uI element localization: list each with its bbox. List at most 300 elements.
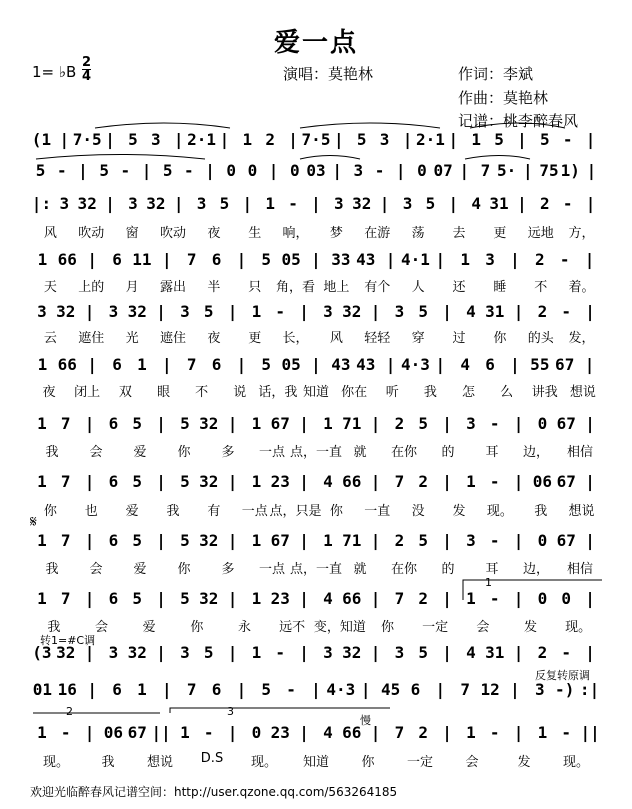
volta-3-label: 3 <box>227 705 234 718</box>
notation-token: 1 <box>466 723 476 742</box>
lyric-token: 月 <box>125 280 139 295</box>
notation-token: | <box>227 723 238 742</box>
notation-token: 05 <box>281 250 301 269</box>
lyric-token: 我 <box>45 562 59 577</box>
lyric-token: 点，只是 <box>269 504 322 519</box>
lyric-token: 不 <box>195 385 209 400</box>
notation-token: 5 <box>261 250 272 269</box>
notation-token: - <box>489 589 500 608</box>
notation-token: | <box>84 414 95 433</box>
notation-token: | <box>435 680 446 699</box>
notation-token: 67 <box>556 414 576 433</box>
notation-token: 2·1 <box>187 130 217 149</box>
notation-token: 5 <box>261 680 272 699</box>
notation-token: | <box>585 130 596 149</box>
modulation-note: 转1=#C调 <box>40 634 96 647</box>
lyric-token: 你 <box>177 562 191 577</box>
notation-token: 12 <box>480 680 500 699</box>
notation-token: | <box>173 130 184 149</box>
notation-token: 0 <box>251 723 262 742</box>
notation-token: 7 <box>60 589 71 608</box>
time-signature-bottom: 4 <box>82 69 92 84</box>
notation-token: | <box>442 414 452 433</box>
lyric-token: 知道 <box>302 385 330 400</box>
notation-token: | <box>585 414 595 433</box>
lyric-token: 就 <box>353 445 367 460</box>
notation-token: 2 <box>394 414 405 433</box>
lyric-token: 会 <box>94 620 109 635</box>
lyric-row <box>30 276 602 294</box>
lyric-token: 不 <box>534 280 548 295</box>
lyric-token: 夜 <box>207 331 221 346</box>
notation-token: 1 <box>37 355 48 374</box>
notation-token: 4 <box>323 589 333 608</box>
notation-token: - <box>489 414 500 433</box>
lyric-token: 地上 <box>323 280 350 295</box>
lyric-token: 我 <box>534 504 548 519</box>
notation-token: | <box>161 355 172 374</box>
notation-token: - <box>561 723 572 742</box>
notation-token: | <box>227 472 238 491</box>
lyric-token: 只 <box>248 280 262 295</box>
notation-token: 7 <box>60 531 71 550</box>
lyric-token: 爱 <box>142 620 156 635</box>
notation-token: | <box>156 302 166 321</box>
notation-token: 3 <box>379 130 390 149</box>
notation-token: 23 <box>270 723 290 742</box>
lyric-token: 我 <box>101 755 115 770</box>
notation-row <box>30 414 602 438</box>
lyric-token: 的 <box>441 562 455 577</box>
notation-token: 6 <box>108 589 119 608</box>
notation-token: 3 <box>323 643 333 662</box>
lyric-token: 更 <box>493 226 507 241</box>
notation-token: 3 <box>466 414 476 433</box>
notation-token: | <box>311 680 321 699</box>
lyric-token: 响， <box>282 226 309 241</box>
lyric-token: 点，一直 <box>289 445 343 460</box>
lyric-token: 爱 <box>125 504 139 519</box>
notation-token: | <box>156 589 166 608</box>
notation-token: 5 <box>132 472 143 491</box>
lyric-token: 有 <box>207 504 221 519</box>
notation-token: 5 <box>128 130 138 149</box>
notation-token: | <box>379 194 390 213</box>
notation-token: | <box>299 302 309 321</box>
notation-token: - <box>561 302 572 321</box>
notation-token: 31 <box>489 194 509 213</box>
lyric-token: 荡 <box>411 226 425 241</box>
notation-token: -) <box>555 680 575 699</box>
notation-token: | <box>332 161 342 180</box>
notation-token: | <box>442 589 452 608</box>
notation-token: 3 <box>180 302 190 321</box>
lyric-token: 夜 <box>42 385 56 400</box>
lyric-token: 一直 <box>364 504 391 519</box>
lyric-token: 闭上 <box>74 385 101 400</box>
lyric-token: 过 <box>452 331 466 346</box>
notation-token: 5 <box>418 531 429 550</box>
lyric-token: 半 <box>207 280 221 295</box>
notation-token: 7 <box>186 250 197 269</box>
notation-token: 32 <box>199 414 219 433</box>
notation-token: | <box>242 194 253 213</box>
lyric-token: 方， <box>568 226 595 241</box>
lyric-token: 在你 <box>390 562 418 577</box>
notation-token: 7 <box>186 680 197 699</box>
notation-token: | <box>513 472 524 491</box>
notation-token: 0 <box>289 161 300 180</box>
lyric-token: 你 <box>43 504 57 519</box>
notation-token: 4·3 <box>401 355 430 374</box>
key-signature: 1= ♭B <box>32 63 77 81</box>
notation-token: 2 <box>539 194 550 213</box>
singer-credit: 演唱：莫艳林 <box>283 65 374 83</box>
notation-token: 67 <box>556 531 576 550</box>
lyric-token: 多 <box>221 562 235 577</box>
notation-token: 0 <box>247 161 258 180</box>
notation-token: 6 <box>108 414 119 433</box>
notation-token: 3 <box>37 302 47 321</box>
notation-token: 1 <box>242 130 253 149</box>
lyric-token: 发， <box>568 331 595 346</box>
notation-token: | <box>435 250 446 269</box>
notation-token: 32 <box>146 194 166 213</box>
lyric-token: 你 <box>329 504 343 519</box>
notation-token: | <box>513 302 524 321</box>
notation-token: 3 <box>108 643 119 662</box>
lyric-row <box>30 616 602 634</box>
notation-token: 7 <box>480 161 491 180</box>
lyric-token: 云 <box>43 331 57 346</box>
notation-token: 01 <box>32 680 53 699</box>
notation-token: 5 <box>203 643 214 662</box>
notation-token: 67 <box>127 723 147 742</box>
notation-token: 1 <box>37 472 47 491</box>
notation-token: - <box>56 161 67 180</box>
notation-token: 71 <box>342 414 362 433</box>
notation-token: | <box>459 161 470 180</box>
notation-token: | <box>141 161 152 180</box>
notation-token: 3 <box>128 194 138 213</box>
notation-token: 2 <box>418 472 429 491</box>
notation-token: | <box>78 161 88 180</box>
lyric-token: 现。 <box>562 755 590 770</box>
notation-token: 5 <box>35 161 46 180</box>
notation-token: 67 <box>556 472 576 491</box>
notation-token: 07 <box>433 161 453 180</box>
notation-token: | <box>448 130 459 149</box>
notation-token: 32 <box>199 472 219 491</box>
notation-token: 3 <box>394 302 405 321</box>
lyric-token: 上的 <box>78 280 105 295</box>
notation-token: 66 <box>342 472 362 491</box>
lyric-token: 没 <box>411 504 425 519</box>
notation-token: 1 <box>466 589 476 608</box>
notation-token: 2 <box>537 302 548 321</box>
notation-token: 3 <box>151 130 161 149</box>
notation-token: | <box>584 250 595 269</box>
lyric-token: 多 <box>221 445 235 460</box>
notation-token: 2 <box>537 643 548 662</box>
notation-token: | <box>236 250 247 269</box>
time-signature <box>82 56 91 83</box>
notation-token: | <box>442 531 452 550</box>
notation-token: 1 <box>37 723 47 742</box>
volta-2-label: 2 <box>66 705 73 718</box>
notation-token: - <box>562 130 573 149</box>
notation-token: | <box>585 643 595 662</box>
notation-token: 32 <box>127 643 147 662</box>
lyric-row <box>30 500 602 518</box>
notation-token: | <box>105 130 115 149</box>
notation-token: | <box>84 643 95 662</box>
notation-token: | <box>268 161 279 180</box>
notation-token: | <box>510 680 520 699</box>
lyric-token: 现。 <box>250 755 278 770</box>
notation-token: 4 <box>323 472 333 491</box>
notation-token: 3 <box>59 194 70 213</box>
lyric-token: 遮住 <box>78 331 105 346</box>
notation-row <box>30 643 602 667</box>
notation-token: 67 <box>270 531 290 550</box>
lyric-token: 现。 <box>42 755 70 770</box>
notation-token: 4·1 <box>401 250 430 269</box>
lyricist-credit: 作词：李斌 <box>458 65 534 83</box>
notation-token: 5 <box>356 130 367 149</box>
lyric-token: 边， <box>522 445 550 460</box>
notation-token: 4·3 <box>326 680 356 699</box>
notation-token: - <box>489 472 500 491</box>
notation-token: 23 <box>270 589 290 608</box>
lyric-token: 你在 <box>341 385 368 400</box>
notation-token: 2 <box>534 250 545 269</box>
notation-token: 7 <box>186 355 197 374</box>
notation-token: || <box>580 723 600 742</box>
notation-token: | <box>84 472 95 491</box>
notation-token: - <box>275 302 286 321</box>
notation-token: 2·1 <box>415 130 445 149</box>
lyric-token: 发 <box>452 504 466 519</box>
lyric-token: 着。 <box>568 280 595 295</box>
lyric-token: 会 <box>465 755 479 770</box>
notation-token: 32 <box>342 643 362 662</box>
lyric-token: 你 <box>380 620 395 635</box>
lyric-token: 双 <box>118 385 132 400</box>
notation-token: 6 <box>108 472 119 491</box>
notation-token: | <box>156 472 166 491</box>
notation-token: 11 <box>132 250 152 269</box>
lyric-row <box>30 751 602 769</box>
slur <box>36 155 205 160</box>
notation-token: - <box>374 161 385 180</box>
notation-token: | <box>385 250 396 269</box>
notation-token: | <box>510 355 520 374</box>
notation-token: | <box>517 130 527 149</box>
lyric-token: 怎 <box>462 385 476 400</box>
notation-token: 5 <box>494 130 504 149</box>
notation-token: 33 <box>331 250 351 269</box>
notation-token: 5 <box>425 194 436 213</box>
notation-token: 3 <box>402 194 413 213</box>
notation-token: - <box>60 723 71 742</box>
notation-token: 55 <box>530 355 550 374</box>
lyric-token: 梦 <box>329 226 343 241</box>
lyric-token: 睡 <box>493 280 507 295</box>
notation-token: 5 <box>180 472 190 491</box>
notation-token: - <box>286 680 296 699</box>
notation-token: 5· <box>497 161 517 180</box>
notation-row <box>30 680 602 704</box>
notation-token: | <box>517 194 527 213</box>
notation-token: 3 <box>485 250 495 269</box>
notation-token: 66 <box>342 589 362 608</box>
slur <box>465 156 530 160</box>
notation-token: - <box>561 643 572 662</box>
notation-token: 32 <box>127 302 147 321</box>
notation-token: 0 <box>537 414 548 433</box>
notation-token: 5 <box>219 194 230 213</box>
notation-row <box>30 589 602 613</box>
notation-token: | <box>227 414 238 433</box>
notation-token: 5 <box>132 531 143 550</box>
notation-token: 1 <box>251 531 262 550</box>
notation-token: | <box>156 414 166 433</box>
notation-token: 43 <box>331 355 351 374</box>
slur <box>95 123 230 128</box>
notation-token: 4 <box>466 643 476 662</box>
notation-token: | <box>585 531 595 550</box>
notation-token: 23 <box>270 472 290 491</box>
lyric-token: 长， <box>282 331 309 346</box>
lyric-token: 说 <box>233 385 247 400</box>
lyric-token: 我 <box>166 504 180 519</box>
notation-token: 7·5 <box>301 130 331 149</box>
transcriber-credit: 记谱：桃李醉春风 <box>458 112 579 130</box>
notation-token: | <box>513 723 524 742</box>
lyric-row <box>30 222 602 240</box>
notation-row <box>30 472 602 496</box>
notation-token: 03 <box>306 161 326 180</box>
notation-token: | <box>205 161 215 180</box>
notation-token: 1 <box>323 414 333 433</box>
notation-token: 0 <box>537 531 548 550</box>
lyric-token: 去 <box>452 226 466 241</box>
notation-token: 16 <box>57 680 77 699</box>
notation-token: 6 <box>211 250 222 269</box>
time-signature-top: 2 <box>82 55 92 70</box>
notation-token: 0 <box>561 589 572 608</box>
notation-token: 5 <box>132 414 143 433</box>
tempo-mark: 慢 <box>360 714 371 727</box>
notation-token: | <box>156 643 166 662</box>
notation-token: | <box>585 589 595 608</box>
notation-token: (3 <box>32 643 52 662</box>
notation-token: :| <box>579 680 600 699</box>
notation-token: | <box>513 531 524 550</box>
notation-token: 4 <box>466 302 476 321</box>
notation-token: 7 <box>60 414 71 433</box>
notation-token: | <box>299 531 309 550</box>
notation-token: | <box>84 531 95 550</box>
notation-token: 7 <box>394 472 405 491</box>
notation-token: 67 <box>270 414 290 433</box>
notation-token: 0 <box>417 161 427 180</box>
notation-token: 5 <box>180 414 190 433</box>
lyric-token: 会 <box>89 445 103 460</box>
notation-token: 1 <box>37 531 47 550</box>
notation-token: | <box>585 472 595 491</box>
notation-token: | <box>299 723 309 742</box>
notation-token: || <box>151 723 171 742</box>
lyric-token: 远地 <box>527 226 554 241</box>
notation-token: | <box>442 723 452 742</box>
notation-token: | <box>513 643 524 662</box>
notation-token: - <box>184 161 194 180</box>
notation-token: | <box>236 680 247 699</box>
notation-token: 3 <box>394 643 405 662</box>
lyric-token: 你 <box>190 620 204 635</box>
lyric-token: 一定 <box>406 755 434 770</box>
notation-token: | <box>370 472 381 491</box>
lyric-row <box>30 381 602 399</box>
lyric-token: 夜 <box>207 226 221 241</box>
lyric-token: 会 <box>476 620 490 635</box>
notation-token: | <box>370 723 381 742</box>
notation-token: | <box>299 414 309 433</box>
notation-token: 5 <box>203 302 214 321</box>
notation-token: 32 <box>56 643 76 662</box>
lyric-token: 想说 <box>146 755 174 770</box>
notation-token: 6 <box>211 355 222 374</box>
lyric-token: 话，我 <box>258 385 298 400</box>
notation-row <box>30 130 602 154</box>
lyric-token: 想说 <box>569 385 596 400</box>
lyric-token: 你 <box>177 445 191 460</box>
notation-token: 45 <box>380 680 401 699</box>
lyric-token: 我 <box>47 620 61 635</box>
lyric-token: 发 <box>517 755 531 770</box>
notation-token: 7 <box>60 472 71 491</box>
lyric-token: 我 <box>423 385 437 400</box>
lyric-token: 一点 <box>258 445 286 460</box>
lyric-token: 的 <box>441 445 455 460</box>
notation-token: 3 <box>353 161 364 180</box>
footer-credit: 欢迎光临醉春风记谱空间：http://user.qzone.qq.com/563264185 <box>30 785 398 799</box>
notation-token: 32 <box>342 302 362 321</box>
notation-token: | <box>442 302 452 321</box>
notation-token: 32 <box>56 302 76 321</box>
notation-token: | <box>370 643 381 662</box>
notation-token: 05 <box>281 355 301 374</box>
notation-token: 06 <box>532 472 553 491</box>
notation-token: | <box>87 680 97 699</box>
notation-token: 1 <box>251 589 262 608</box>
notation-token: | <box>448 194 459 213</box>
notation-token: 7 <box>394 723 405 742</box>
lyric-token: 穿 <box>411 331 425 346</box>
notation-token: 1 <box>251 302 262 321</box>
notation-token: 43 <box>356 250 376 269</box>
notation-token: | <box>395 161 406 180</box>
notation-token: 0 <box>537 589 548 608</box>
lyric-token: 风 <box>329 331 343 346</box>
notation-token: 5 <box>132 589 143 608</box>
notation-token: | <box>585 302 595 321</box>
notation-token: | <box>385 355 396 374</box>
notation-token: 6 <box>485 355 495 374</box>
notation-token: - <box>275 643 286 662</box>
